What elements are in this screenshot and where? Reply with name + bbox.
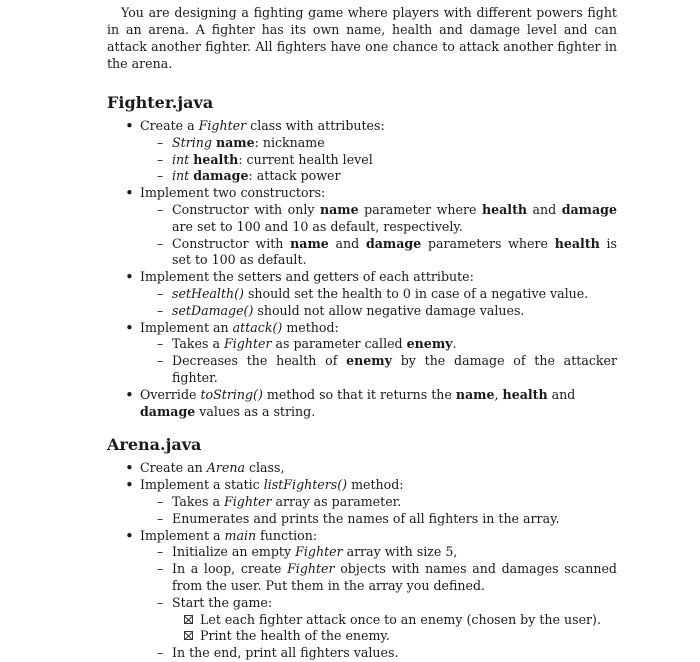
list-item: – String name: nickname bbox=[107, 135, 617, 152]
list-item: – In the end, print all fighters values. bbox=[107, 645, 617, 662]
list-item: • Create an Arena class, bbox=[107, 460, 617, 477]
list-item: Print the health of the enemy. bbox=[107, 628, 617, 645]
list-item: • Implement a static listFighters() method: bbox=[107, 477, 617, 494]
list-item: – setDamage() should not allow negative damage values. bbox=[107, 303, 617, 320]
intro-paragraph: You are designing a fighting game where players with different powers fight in an arena. A fighter has its own name, health and damage level and can attack another fighter. All fighters have one chance to attack another fighter in the arena. bbox=[107, 5, 617, 71]
fighter-section-title: Fighter.java bbox=[107, 93, 214, 112]
list-item: • Implement an attack() method: bbox=[107, 320, 617, 337]
arena-list bbox=[107, 460, 617, 662]
arena-section-title: Arena.java bbox=[107, 435, 202, 455]
list-item: – In a loop, create Fighter objects with names and damages scanned from the user. Put them in the array you defined. bbox=[107, 561, 617, 595]
list-item: – int health: current health level bbox=[107, 152, 617, 169]
list-item: • Implement a main function: bbox=[107, 528, 617, 545]
list-item: • Override toString() method so that it returns the name, health and damage values as a string. bbox=[107, 387, 617, 421]
list-item: – Initialize an empty Fighter array with size 5, bbox=[107, 544, 617, 561]
list-item: – setHealth() should set the health to 0 in case of a negative value. bbox=[107, 286, 617, 303]
list-item: – Start the game: bbox=[107, 595, 617, 612]
list-item: Let each fighter attack once to an enemy (chosen by the user). bbox=[107, 612, 617, 629]
list-item: – Takes a Fighter as parameter called enemy. bbox=[107, 336, 617, 353]
document-page bbox=[107, 4, 617, 662]
list-item: • Create a Fighter class with attributes: bbox=[107, 118, 617, 135]
list-item: – Takes a Fighter array as parameter. bbox=[107, 494, 617, 511]
list-item: – Enumerates and prints the names of all fighters in the array. bbox=[107, 511, 617, 528]
list-item: – Constructor with name and damage parameters where health is set to 100 as default. bbox=[107, 236, 617, 270]
fighter-list bbox=[107, 118, 617, 420]
list-item: – Decreases the health of enemy by the damage of the attacker fighter. bbox=[107, 353, 617, 387]
list-item: • Implement the setters and getters of each attribute: bbox=[107, 269, 617, 286]
boxed-x-icon bbox=[184, 615, 193, 624]
list-item: – int damage: attack power bbox=[107, 168, 617, 185]
boxed-x-icon bbox=[184, 631, 193, 640]
list-item: • Implement two constructors: bbox=[107, 185, 617, 202]
list-item: – Constructor with only name parameter where health and damage are set to 100 and 10 as default, respectively. bbox=[107, 202, 617, 236]
